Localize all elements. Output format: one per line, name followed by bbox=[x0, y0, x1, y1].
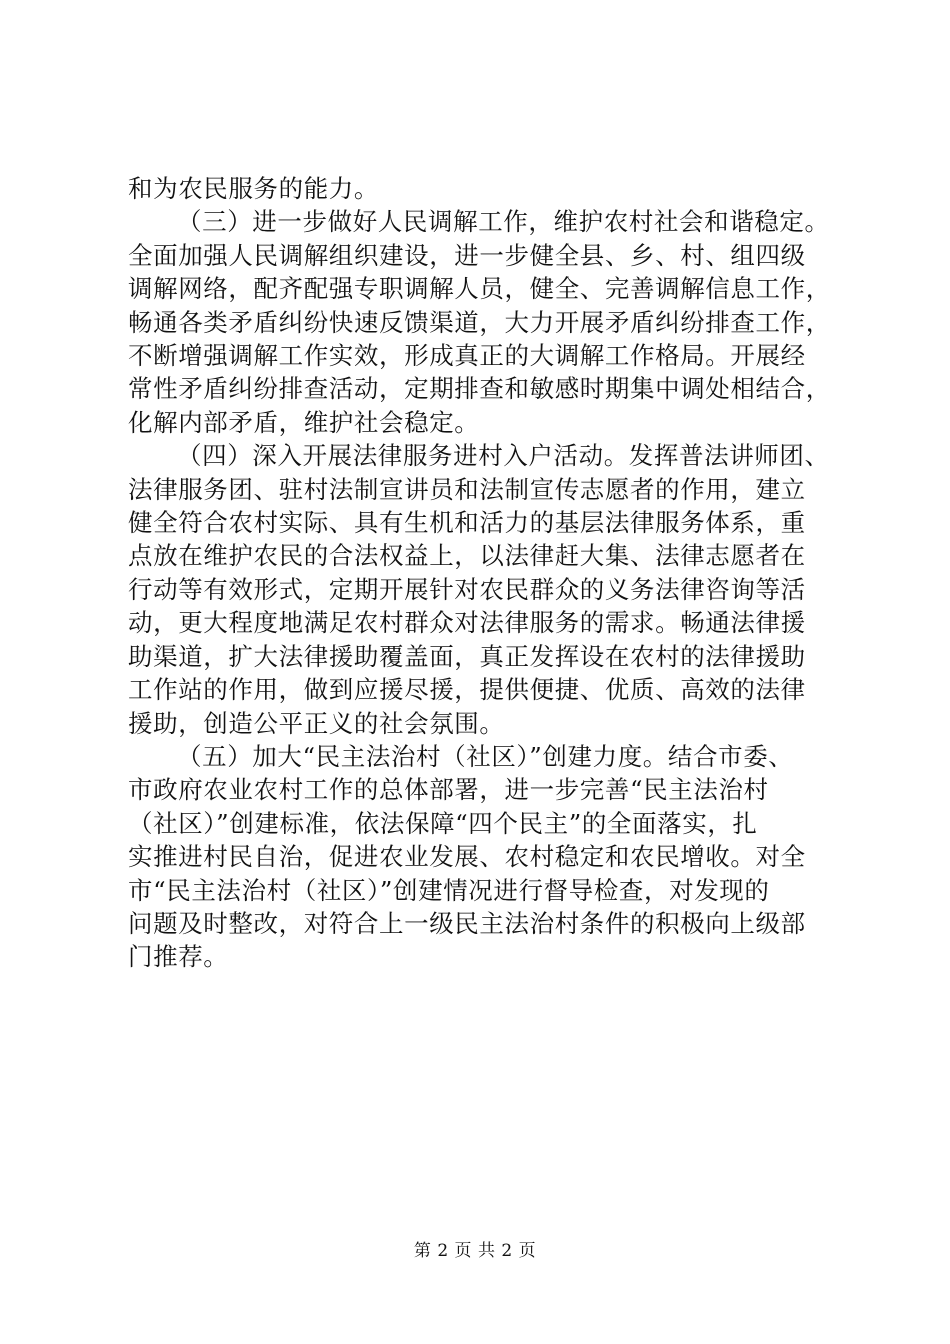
paragraph-3-heading-line: （三）进一步做好人民调解工作，维护农村社会和谐稳定。 bbox=[177, 207, 830, 237]
text-line: 问题及时整改，对符合上一级民主法治村条件的积极向上级部 bbox=[128, 908, 806, 938]
page-number-footer: 第 2 页 共 2 页 bbox=[413, 1241, 537, 1261]
text-line: 援助，创造公平正义的社会氛围。 bbox=[128, 708, 505, 738]
text-line: 常性矛盾纠纷排查活动，定期排查和敏感时期集中调处相结合， bbox=[128, 374, 831, 404]
text-line: 健全符合农村实际、具有生机和活力的基层法律服务体系，重 bbox=[128, 508, 806, 538]
text-line: 实推进村民自治，促进农业发展、农村稳定和农民增收。对全 bbox=[128, 842, 806, 872]
text-line: 不断增强调解工作实效，形成真正的大调解工作格局。开展经 bbox=[128, 341, 806, 371]
text-line: 市政府农业农村工作的总体部署，进一步完善“民主法治村 bbox=[128, 775, 769, 805]
text-line: 工作站的作用，做到应援尽援，提供便捷、优质、高效的法律 bbox=[128, 675, 806, 705]
text-line: 全面加强人民调解组织建设，进一步健全县、乡、村、组四级 bbox=[128, 240, 806, 270]
paragraph-5-heading-line: （五）加大“民主法治村（社区）”创建力度。结合市委、 bbox=[177, 741, 794, 771]
text-line: 调解网络，配齐配强专职调解人员，健全、完善调解信息工作， bbox=[128, 274, 831, 304]
text-line: 点放在维护农民的合法权益上，以法律赶大集、法律志愿者在 bbox=[128, 541, 806, 571]
text-line: 化解内部矛盾，维护社会稳定。 bbox=[128, 407, 480, 437]
text-line: 动，更大程度地满足农村群众对法律服务的需求。畅通法律援 bbox=[128, 608, 806, 638]
text-line: 市“民主法治村（社区）”创建情况进行督导检查，对发现的 bbox=[128, 875, 770, 905]
text-line: 畅通各类矛盾纠纷快速反馈渠道，大力开展矛盾纠纷排查工作， bbox=[128, 307, 831, 337]
text-line: 行动等有效形式，定期开展针对农民群众的义务法律咨询等活 bbox=[128, 574, 806, 604]
document-body bbox=[128, 172, 858, 974]
text-line: （社区）”创建标准，依法保障“四个民主”的全面落实，扎 bbox=[128, 808, 758, 838]
text-line: 门推荐。 bbox=[128, 942, 229, 972]
text-line: 法律服务团、驻村法制宣讲员和法制宣传志愿者的作用，建立 bbox=[128, 474, 806, 504]
paragraph-4-heading-line: （四）深入开展法律服务进村入户活动。发挥普法讲师团、 bbox=[177, 441, 830, 471]
text-line: 和为农民服务的能力。 bbox=[128, 174, 379, 203]
text-line: 助渠道，扩大法律援助覆盖面，真正发挥设在农村的法律援助 bbox=[128, 641, 806, 671]
